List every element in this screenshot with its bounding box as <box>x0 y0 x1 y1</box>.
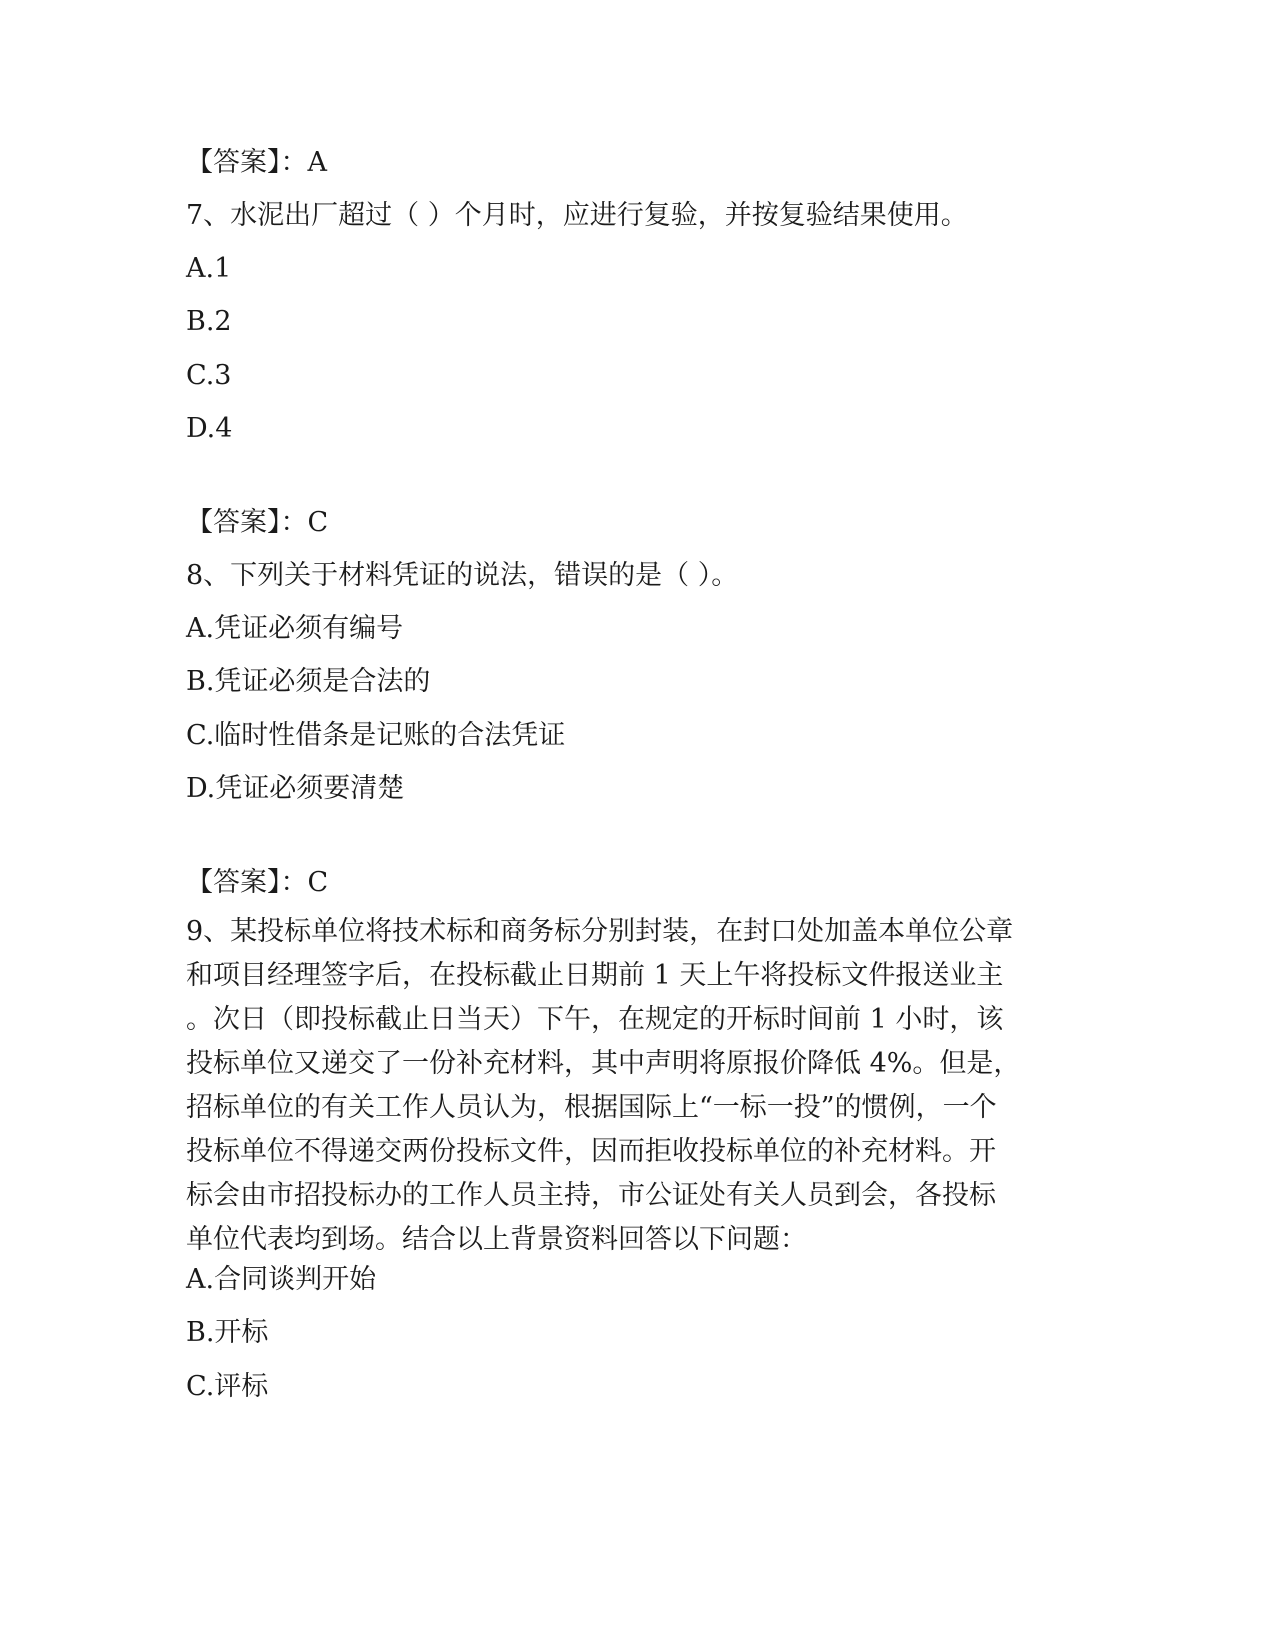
question-9-line: 投标单位又递交了一份补充材料，其中声明将原报价降低 4%。但是， <box>186 1048 1021 1079</box>
question-8: 8、下列关于材料凭证的说法，错误的是（ ）。 <box>186 560 739 591</box>
q8-option-c: C.临时性借条是记账的合法凭证 <box>186 720 566 751</box>
question-9-line: 标会由市招投标办的工作人员主持，市公证处有关人员到会，各投标 <box>186 1180 996 1211</box>
q7-option-d: D.4 <box>186 413 233 444</box>
q8-option-d: D.凭证必须要清楚 <box>186 773 405 804</box>
q7-option-c: C.3 <box>186 360 232 391</box>
q9-option-b: B.开标 <box>186 1317 269 1348</box>
question-7: 7、水泥出厂超过（ ）个月时，应进行复验，并按复验结果使用。 <box>186 200 968 231</box>
question-9-line: 投标单位不得递交两份投标文件，因而拒收投标单位的补充材料。开 <box>186 1136 996 1167</box>
question-9-line: 。次日（即投标截止日当天）下午，在规定的开标时间前 1 小时，该 <box>186 1004 1004 1035</box>
question-9-line: 和项目经理签字后，在投标截止日期前 1 天上午将投标文件报送业主 <box>186 960 1004 991</box>
question-9-line: 招标单位的有关工作人员认为，根据国际上“一标一投”的惯例，一个 <box>186 1092 997 1123</box>
question-9-line: 单位代表均到场。结合以上背景资料回答以下问题： <box>186 1224 807 1255</box>
q9-option-a: A.合同谈判开始 <box>186 1264 377 1295</box>
question-9 <box>186 910 1086 1262</box>
q8-option-a: A.凭证必须有编号 <box>186 613 404 644</box>
q7-option-b: B.2 <box>186 306 232 337</box>
answer-q8: 【答案】：C <box>186 867 329 898</box>
answer-q7: 【答案】：C <box>186 507 329 538</box>
q9-option-c: C.评标 <box>186 1371 269 1402</box>
answer-q6: 【答案】：A <box>186 147 327 178</box>
q7-option-a: A.1 <box>186 253 232 284</box>
q8-option-b: B.凭证必须是合法的 <box>186 666 431 697</box>
question-9-line: 9、某投标单位将技术标和商务标分别封装，在封口处加盖本单位公章 <box>186 916 1014 947</box>
